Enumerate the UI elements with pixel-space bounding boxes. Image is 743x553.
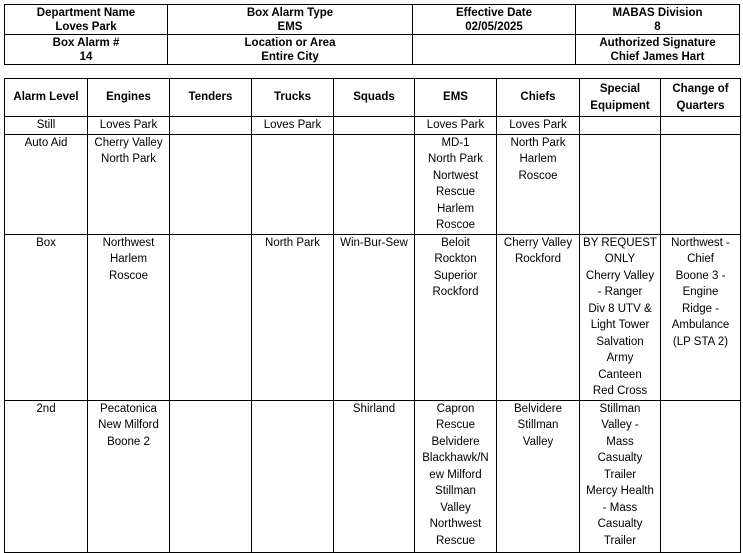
box-alarm-number-label: Box Alarm # xyxy=(52,37,120,49)
cell-squads[interactable] xyxy=(334,117,415,135)
alarm-level-text: 2nd xyxy=(36,402,56,415)
change-of-quarters-line: (LP STA 2) xyxy=(672,335,729,348)
col-header-trucks: Trucks xyxy=(252,79,334,117)
authorized-signature-label: Authorized Signature xyxy=(599,37,716,49)
cell-ems[interactable] xyxy=(415,134,497,234)
cell-change-of-quarters[interactable] xyxy=(661,400,741,552)
ems-line: Belvidere xyxy=(431,435,480,448)
squads-line: Win-Bur-Sew xyxy=(340,236,408,249)
alarm-row-still xyxy=(5,117,741,135)
chiefs-line: Rockford xyxy=(514,253,562,265)
cell-special-equipment[interactable] xyxy=(580,134,661,234)
location-value[interactable]: Entire City xyxy=(261,51,319,63)
cell-trucks[interactable] xyxy=(252,400,334,552)
cell-special-equipment[interactable] xyxy=(580,117,661,135)
cell-chiefs[interactable] xyxy=(497,134,580,234)
cell-tenders[interactable] xyxy=(170,400,252,552)
cell-engines[interactable] xyxy=(88,400,170,552)
special-equipment-line: Canteen xyxy=(598,368,642,381)
cell-special-equipment[interactable] xyxy=(580,234,661,400)
chiefs-line: Cherry Valley xyxy=(503,236,573,249)
ems-line: Rockton xyxy=(434,253,477,265)
box-alarm-type-label: Box Alarm Type xyxy=(246,7,334,19)
engines-line: Cherry Valley xyxy=(94,136,163,149)
ems-line: Rescue xyxy=(436,186,475,198)
ems-line: Harlem xyxy=(436,202,475,215)
column-header-row xyxy=(5,79,741,117)
alarm-level-text: Still xyxy=(36,119,56,131)
box-alarm-card-table xyxy=(4,78,741,553)
col-header-squads: Squads xyxy=(334,79,415,117)
box-alarm-number-cell xyxy=(5,35,168,65)
alarm-row-box xyxy=(5,234,741,400)
ems-line: Superior xyxy=(433,269,478,282)
chiefs-line: Valley xyxy=(522,435,554,448)
trucks-line: Loves Park xyxy=(263,119,322,131)
authorized-signature-value[interactable]: Chief James Hart xyxy=(610,51,705,63)
special-equipment-line: ONLY xyxy=(604,253,636,265)
ems-line: Stillman xyxy=(435,485,476,497)
ems-line: Valley xyxy=(440,501,471,514)
ems-line: Rescue xyxy=(436,534,475,547)
engines-line: Boone 2 xyxy=(107,435,150,448)
col-header-tenders: Tenders xyxy=(170,79,252,117)
mabas-division-cell xyxy=(576,5,740,35)
department-name-label: Department Name xyxy=(36,7,136,19)
cell-chiefs[interactable] xyxy=(497,234,580,400)
cell-special-equipment[interactable] xyxy=(580,400,661,552)
cell-chiefs[interactable] xyxy=(497,117,580,135)
col-header-engines: Engines xyxy=(88,79,170,117)
special-equipment-line: Mercy Health xyxy=(586,485,654,497)
special-equipment-line: Casualty xyxy=(597,452,643,464)
col-header-change-of-quarters: Change of Quarters xyxy=(661,79,741,117)
cell-change-of-quarters[interactable] xyxy=(661,234,741,400)
alarm-row-2nd xyxy=(5,400,741,552)
box-alarm-type-value[interactable]: EMS xyxy=(277,21,303,33)
cell-ems[interactable] xyxy=(415,117,497,135)
cell-trucks[interactable] xyxy=(252,117,334,135)
col-header-chiefs: Chiefs xyxy=(497,79,580,117)
special-equipment-line: - Mass xyxy=(602,501,638,514)
cell-trucks[interactable] xyxy=(252,134,334,234)
effective-date-cell xyxy=(413,5,576,35)
special-equipment-line: Trailer xyxy=(603,468,637,481)
blank-header-cell xyxy=(413,35,576,65)
change-of-quarters-line: Chief xyxy=(687,253,714,265)
box-alarm-number-value[interactable]: 14 xyxy=(79,51,93,63)
squads-line: Shirland xyxy=(352,402,396,415)
chiefs-line: Loves Park xyxy=(509,119,567,131)
engines-line: Pecatonica xyxy=(100,402,157,415)
change-of-quarters-line: Ambulance xyxy=(671,319,730,331)
cell-squads[interactable] xyxy=(334,400,415,552)
cell-change-of-quarters[interactable] xyxy=(661,134,741,234)
cell-alarm-level[interactable] xyxy=(5,234,88,400)
engines-line: Roscoe xyxy=(109,269,148,282)
department-name-cell xyxy=(5,5,168,35)
alarm-row-auto-aid xyxy=(5,134,741,234)
cell-tenders[interactable] xyxy=(170,234,252,400)
special-equipment-line: Casualty xyxy=(597,518,643,530)
special-equipment-line: Army xyxy=(606,352,634,364)
engines-line: Harlem xyxy=(109,253,148,265)
ems-line: Nortwest xyxy=(432,169,479,182)
mabas-division-label: MABAS Division xyxy=(612,7,703,19)
special-equipment-line: Div 8 UTV & xyxy=(588,302,652,315)
cell-alarm-level[interactable] xyxy=(5,134,88,234)
special-equipment-line: Stillman xyxy=(599,402,641,415)
chiefs-line: Harlem xyxy=(519,153,557,165)
ems-line: Capron xyxy=(436,402,475,415)
ems-line: Rescue xyxy=(436,419,475,431)
special-equipment-line: BY REQUEST xyxy=(583,236,657,249)
cell-ems[interactable] xyxy=(415,234,497,400)
cell-engines[interactable] xyxy=(88,117,170,135)
chiefs-line: Roscoe xyxy=(518,169,558,182)
cell-engines[interactable] xyxy=(88,234,170,400)
alarm-level-text: Box xyxy=(36,236,56,249)
ems-line: Northwest xyxy=(429,518,482,530)
special-equipment-line: Red Cross xyxy=(592,385,648,397)
cell-squads[interactable] xyxy=(334,234,415,400)
change-of-quarters-line: Ridge - xyxy=(681,302,720,315)
ems-line: Blackhawk/N xyxy=(422,452,489,464)
trucks-line: North Park xyxy=(265,236,320,249)
ems-line: Loves Park xyxy=(426,119,485,131)
header-table xyxy=(4,4,740,65)
ems-line: North Park xyxy=(428,153,483,165)
ems-line: MD-1 xyxy=(441,136,470,149)
ems-line: ew Milford xyxy=(429,468,482,481)
engines-line: New Milford xyxy=(98,419,159,431)
special-equipment-line: Cherry Valley xyxy=(585,269,655,282)
engines-line: Loves Park xyxy=(99,119,158,131)
col-header-ems: EMS xyxy=(415,79,497,117)
authorized-signature-cell xyxy=(576,35,740,65)
cell-alarm-level[interactable] xyxy=(5,117,88,135)
special-equipment-line: - Ranger xyxy=(597,286,643,298)
special-equipment-line: Valley - xyxy=(601,419,639,431)
department-name-value[interactable]: Loves Park xyxy=(55,21,117,33)
location-label: Location or Area xyxy=(244,37,336,49)
cell-alarm-level[interactable] xyxy=(5,400,88,552)
engines-line: Northwest xyxy=(102,236,155,249)
mabas-division-value[interactable]: 8 xyxy=(654,21,661,33)
special-equipment-line: Trailer xyxy=(603,534,637,547)
change-of-quarters-line: Northwest - xyxy=(671,236,730,249)
alarm-level-text: Auto Aid xyxy=(24,136,68,149)
cell-tenders[interactable] xyxy=(170,117,252,135)
special-equipment-line: Mass xyxy=(606,435,634,448)
change-of-quarters-line: Engine xyxy=(682,286,719,298)
cell-squads[interactable] xyxy=(334,134,415,234)
special-equipment-line: Light Tower xyxy=(590,319,650,331)
cell-engines[interactable] xyxy=(88,134,170,234)
ems-line: Roscoe xyxy=(436,219,475,231)
change-of-quarters-line: Boone 3 - xyxy=(675,269,726,282)
cell-chiefs[interactable] xyxy=(497,400,580,552)
cell-trucks[interactable] xyxy=(252,234,334,400)
chiefs-line: Stillman xyxy=(517,419,559,431)
cell-change-of-quarters[interactable] xyxy=(661,117,741,135)
cell-ems[interactable] xyxy=(415,400,497,552)
col-header-special-equipment: Special Equipment xyxy=(580,79,661,117)
ems-line: Rockford xyxy=(432,286,479,298)
ems-line: Beloit xyxy=(441,236,470,249)
location-cell xyxy=(168,35,413,65)
special-equipment-line: Salvation xyxy=(596,335,644,348)
box-alarm-type-cell xyxy=(168,5,413,35)
chiefs-line: Belvidere xyxy=(514,402,562,415)
col-header-alarm-level: Alarm Level xyxy=(5,79,88,117)
effective-date-label: Effective Date xyxy=(455,7,533,19)
engines-line: North Park xyxy=(101,153,156,165)
cell-tenders[interactable] xyxy=(170,134,252,234)
effective-date-value[interactable]: 02/05/2025 xyxy=(465,21,523,33)
chiefs-line: North Park xyxy=(510,136,566,149)
